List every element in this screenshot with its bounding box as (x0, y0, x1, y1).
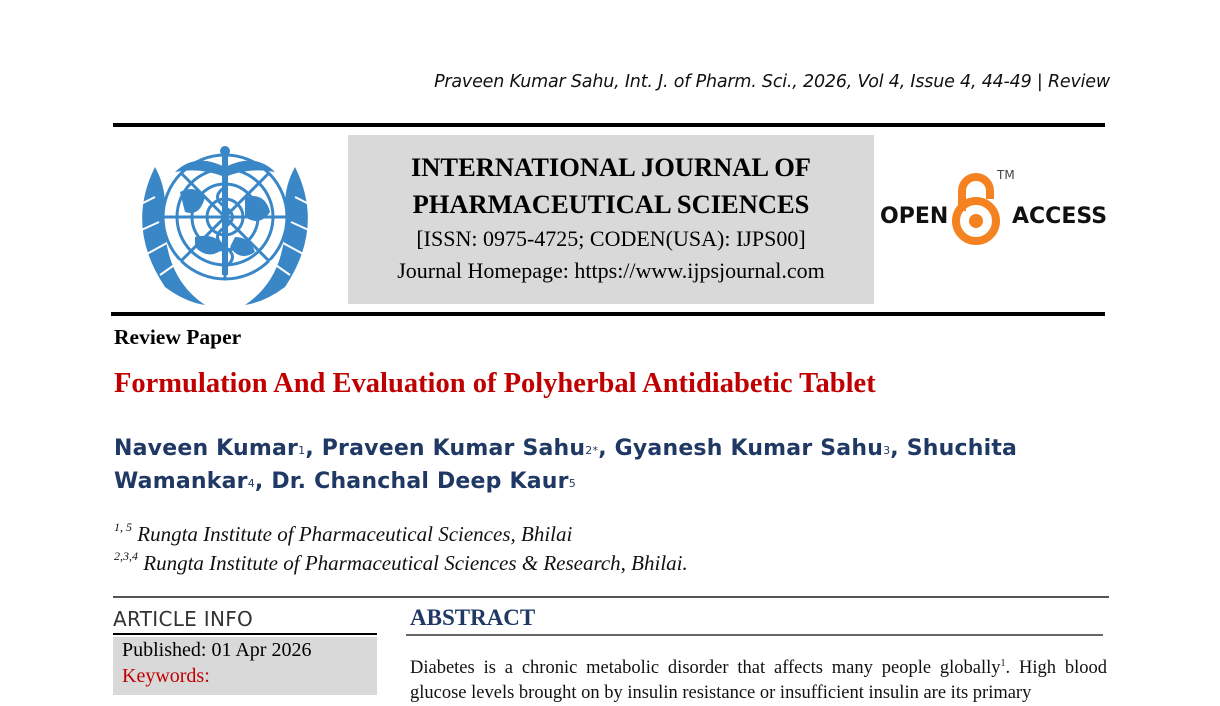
header-top-rule (113, 123, 1105, 127)
author-list: Naveen Kumar$^1$, Praveen Kumar Sahu$^{2*}$, Gyanesh Kumar Sahu$^3$, Shuchita Wamankar$^4$, Dr. Chanchal Deep Kaur$^5$ (114, 436, 1018, 494)
journal-issn: [ISSN: 0975-4725; CODEN(USA): IJPS00] (416, 226, 806, 251)
running-head: Praveen Kumar Sahu, Int. J. of Pharm. Sci., 2026, Vol 4, Issue 4, 44-49 | Review (434, 72, 1110, 92)
open-label: OPEN (880, 204, 949, 229)
journal-title-line1: INTERNATIONAL JOURNAL OF (410, 152, 811, 182)
section-divider (113, 596, 1109, 598)
affiliation-text: Rungta Institute of Pharmaceutical Sciences & Research, Bhilai. (143, 551, 688, 575)
affiliation-2 (114, 551, 688, 576)
affiliation-mark: 1, 5 (114, 520, 132, 534)
author-name: Gyanesh Kumar Sahu (614, 436, 884, 461)
author-name: Praveen Kumar Sahu (321, 436, 586, 461)
affiliation-text: Rungta Institute of Pharmaceutical Sciences, Bhilai (137, 522, 573, 546)
journal-emblem-icon (125, 137, 325, 307)
citation-mark: 1 (1000, 658, 1006, 669)
journal-homepage: Journal Homepage: https://www.ijpsjournal.com (397, 258, 825, 283)
open-access-logo (880, 165, 1108, 255)
author-affiliation-mark: 2* (585, 444, 599, 457)
author-name: Shuchita Wamankar (114, 436, 1018, 494)
article-type-label: Review Paper (114, 325, 242, 349)
keywords-label: Keywords: (122, 665, 210, 687)
access-label: ACCESS (1012, 204, 1108, 229)
author-affiliation-mark: 3 (883, 444, 891, 457)
abstract-heading: ABSTRACT (410, 605, 536, 630)
abstract-rule (406, 634, 1103, 636)
abstract-text: . High blood glucose levels brought on by insulin resistance or insufficient insulin are its primary (410, 658, 1108, 704)
abstract-body (410, 651, 1107, 706)
article-info-heading: ARTICLE INFO (113, 607, 254, 631)
header-bottom-rule (111, 312, 1105, 316)
open-padlock-icon (956, 177, 996, 241)
journal-title-line2: PHARMACEUTICAL SCIENCES (412, 189, 810, 219)
affiliation-1 (114, 522, 572, 547)
abstract-text: Diabetes is a chronic metabolic disorder that affects many people globally (410, 658, 1001, 679)
author-affiliation-mark: 4 (247, 477, 255, 490)
paper-title: Formulation And Evaluation of Polyherbal Antidiabetic Tablet (114, 368, 876, 399)
author-name: Dr. Chanchal Deep Kaur (271, 469, 569, 494)
journal-masthead (348, 135, 874, 304)
author-affiliation-mark: 5 (568, 477, 576, 490)
article-info-rule (113, 633, 377, 635)
trademark-label: TM (997, 168, 1015, 182)
affiliation-mark: 2,3,4 (114, 549, 138, 563)
published-date: Published: 01 Apr 2026 (122, 639, 312, 661)
author-affiliation-mark: 1 (298, 444, 306, 457)
author-name: Naveen Kumar (114, 436, 299, 461)
